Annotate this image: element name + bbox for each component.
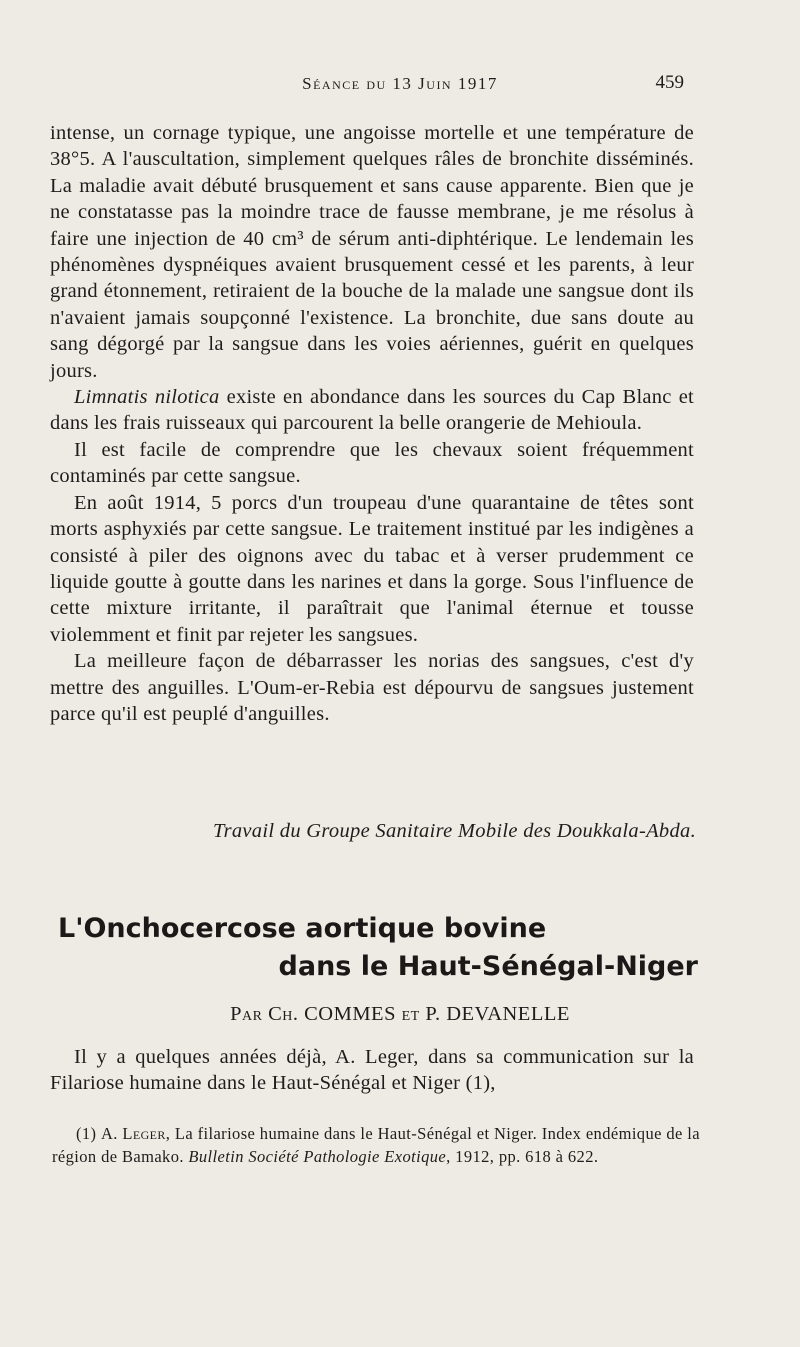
footnote-marker: (1) xyxy=(76,1124,101,1143)
article-title-line1: L'Onchocercose aortique bovine xyxy=(58,913,547,944)
footnote-text xyxy=(52,1122,700,1168)
article-paragraph: Il y a quelques années déjà, A. Leger, dans sa communication sur la Filariose humaine dans le Haut-Sénégal et Niger (1), xyxy=(50,1046,694,1095)
footnote-author: A. Leger xyxy=(100,1124,166,1143)
page-number: 459 xyxy=(655,72,684,93)
footnote xyxy=(52,1122,700,1168)
paragraph-limnatis xyxy=(50,384,694,437)
paragraph-horses: Il est facile de comprendre que les chevaux soient fréquemment contaminés par cette sangsue. xyxy=(50,438,694,488)
section-signature: Travail du Groupe Sanitaire Mobile des Doukkala-Abda. xyxy=(213,820,696,842)
running-head: Séance du 13 Juin 1917 xyxy=(302,74,498,93)
article-title-line2: dans le Haut-Sénégal-Niger xyxy=(278,951,698,982)
paragraph-pigs: En août 1914, 5 porcs d'un troupeau d'une quarantaine de têtes sont morts asphyxiés par cette sangsue. Le traitement institué par les indigènes a consisté à piler des oignons avec du tabac et à verser prudemment ce liquide goutte à goutte dans les narines et dans la gorge. Sous l'influence de cette mixture irritante, il paraîtrait que l'animal éternue et tousse violemment et finit par rejeter les sangsues. xyxy=(50,491,694,646)
footnote-journal: Bulletin Société Pathologie Exotique xyxy=(188,1147,447,1166)
article-title xyxy=(58,910,698,986)
section-body xyxy=(50,120,694,727)
paragraph-continuation: intense, un cornage typique, une angoisse mortelle et une température de 38°5. A l'auscultation, simplement quelques râles de bronchite disséminés. La maladie avait débuté brusquement et sans cause apparente. Bien que je ne constatasse pas la moindre trace de fausse membrane, je me résolus à faire une injection de 40 cm³ de sérum anti-diphtérique. Le lendemain les phénomènes dyspnéiques avaient brusquement cessé et les parents, à leur grand étonnement, retiraient de la bouche de la malade une sangsue dont ils n'avaient jamais soupçonné l'existence. La bronchite, due sans doute au sang dégorgé par la sangsue dans les voies aériennes, guérit en quelques jours. xyxy=(50,122,694,382)
paragraph-limnatis-text: existe en abondance dans les sources du Cap Blanc et dans les frais ruisseaux qui parcourent la belle orangerie de Mehioula. xyxy=(50,386,694,435)
footnote-text-after: , 1912, pp. 618 à 622. xyxy=(446,1147,599,1166)
byline-prefix: Par xyxy=(230,1003,269,1025)
article-body xyxy=(50,1044,694,1097)
footnote-text-before: , La filariose humaine dans le Haut-Sénégal et Niger. Index endémique de la région de Bamako. xyxy=(52,1124,700,1166)
page-header xyxy=(0,68,800,98)
article-byline xyxy=(0,1003,800,1026)
species-name: Limnatis nilotica xyxy=(74,386,220,409)
byline-authors: Ch. COMMES et P. DEVANELLE xyxy=(268,1003,570,1025)
paragraph-eels: La meilleure façon de débarrasser les norias des sangsues, c'est d'y mettre des anguilles. L'Oum-er-Rebia est dépourvu de sangsues justement parce qu'il est peuplé d'anguilles. xyxy=(50,650,694,725)
